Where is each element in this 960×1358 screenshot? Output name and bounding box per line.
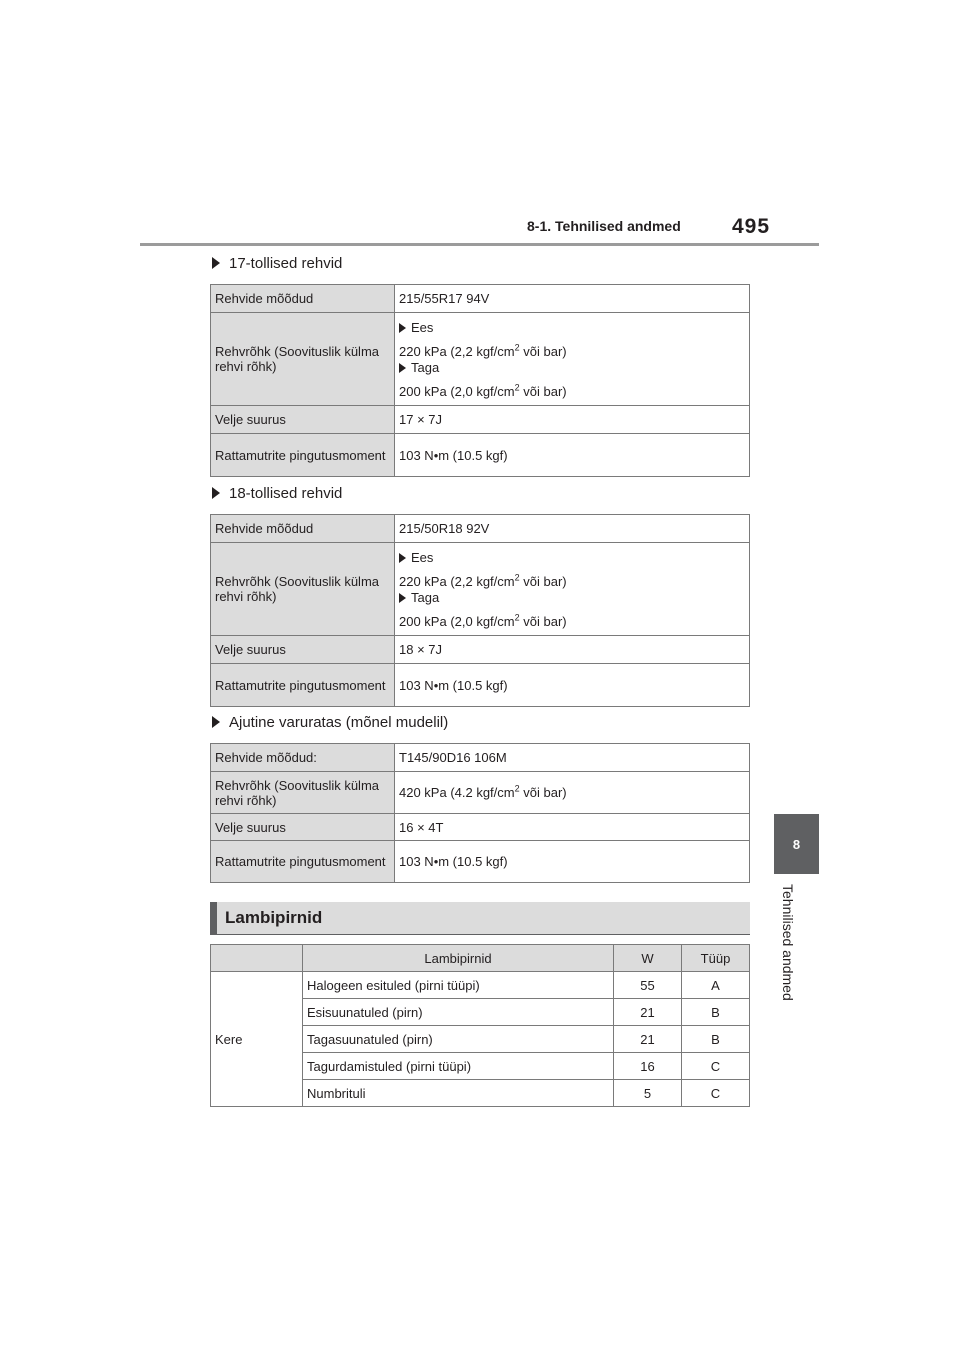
front-value: 220 kPa (2,2 kgf/cm bbox=[399, 574, 515, 589]
header-section-title: 8-1. Tehnilised andmed bbox=[527, 218, 681, 234]
superscript: 2 bbox=[514, 342, 520, 353]
torque-value: 103 N•m (10.5 kgf) bbox=[395, 841, 750, 883]
lamp-watt: 16 bbox=[614, 1053, 682, 1080]
lamp-watt: 55 bbox=[614, 972, 682, 999]
rim-value: 17 × 7J bbox=[395, 406, 750, 434]
lamp-name: Tagurdamistuled (pirni tüüpi) bbox=[303, 1053, 614, 1080]
size-value: 215/55R17 94V bbox=[395, 285, 750, 313]
rim-value: 16 × 4T bbox=[395, 814, 750, 841]
arrow-icon bbox=[399, 323, 406, 333]
lamp-type: C bbox=[682, 1080, 750, 1107]
lamp-name: Esisuunatuled (pirn) bbox=[303, 999, 614, 1026]
pressure-value bbox=[395, 772, 750, 814]
torque-label: Rattamutrite pingutusmoment bbox=[211, 434, 395, 477]
table-row bbox=[211, 543, 750, 636]
pressure-label: Rehvrõhk (Soovituslik külma rehvi rõhk) bbox=[211, 772, 395, 814]
table-header-row bbox=[211, 945, 750, 972]
tire-heading-spare bbox=[212, 714, 448, 731]
section-divider bbox=[210, 934, 750, 935]
rim-value: 18 × 7J bbox=[395, 636, 750, 664]
front-value: 220 kPa (2,2 kgf/cm bbox=[399, 344, 515, 359]
table-row bbox=[211, 313, 750, 406]
arrow-icon bbox=[399, 593, 406, 603]
lamp-name: Tagasuunatuled (pirn) bbox=[303, 1026, 614, 1053]
rear-label: Taga bbox=[411, 360, 440, 375]
section-accent bbox=[210, 902, 217, 934]
size-value: T145/90D16 106M bbox=[395, 744, 750, 772]
lamps-table bbox=[210, 944, 750, 1107]
superscript: 2 bbox=[514, 612, 520, 623]
lamp-type: B bbox=[682, 999, 750, 1026]
table-row bbox=[211, 814, 750, 841]
torque-label: Rattamutrite pingutusmoment bbox=[211, 841, 395, 883]
header-lamps: Lambipirnid bbox=[303, 945, 614, 972]
superscript: 2 bbox=[514, 572, 520, 583]
table-row bbox=[211, 744, 750, 772]
pressure-value-suffix: või bar) bbox=[519, 785, 567, 800]
pressure-label: Rehvrõhk (Soovituslik külma rehvi rõhk) bbox=[211, 313, 395, 406]
torque-label: Rattamutrite pingutusmoment bbox=[211, 664, 395, 707]
front-label: Ees bbox=[411, 320, 434, 335]
header-rule bbox=[140, 243, 819, 246]
rear-value-suffix: või bar) bbox=[519, 614, 567, 629]
table-row bbox=[211, 434, 750, 477]
lamp-watt: 21 bbox=[614, 1026, 682, 1053]
chapter-side-label: Tehnilised andmed bbox=[780, 884, 796, 1001]
front-value-suffix: või bar) bbox=[519, 344, 567, 359]
chapter-tab: 8 bbox=[774, 814, 819, 874]
torque-value: 103 N•m (10.5 kgf) bbox=[395, 434, 750, 477]
pressure-value-text: 420 kPa (4.2 kgf/cm bbox=[399, 785, 515, 800]
pressure-label: Rehvrõhk (Soovituslik külma rehvi rõhk) bbox=[211, 543, 395, 636]
pressure-values bbox=[395, 543, 750, 636]
header-empty bbox=[211, 945, 303, 972]
pressure-values bbox=[395, 313, 750, 406]
arrow-icon bbox=[212, 257, 220, 269]
heading-text: 17-tollised rehvid bbox=[229, 255, 343, 272]
table-row bbox=[211, 285, 750, 313]
tire-heading-18 bbox=[212, 485, 342, 502]
lamp-watt: 5 bbox=[614, 1080, 682, 1107]
table-row bbox=[211, 636, 750, 664]
lamp-watt: 21 bbox=[614, 999, 682, 1026]
torque-value: 103 N•m (10.5 kgf) bbox=[395, 664, 750, 707]
rear-value: 200 kPa (2,0 kgf/cm bbox=[399, 384, 515, 399]
page-number: 495 bbox=[732, 215, 771, 238]
front-label: Ees bbox=[411, 550, 434, 565]
size-label: Rehvide mõõdud bbox=[211, 515, 395, 543]
arrow-icon bbox=[212, 487, 220, 499]
header-type: Tüüp bbox=[682, 945, 750, 972]
table-row bbox=[211, 772, 750, 814]
arrow-icon bbox=[399, 363, 406, 373]
tire-table-spare bbox=[210, 743, 750, 883]
header-watt: W bbox=[614, 945, 682, 972]
arrow-icon bbox=[212, 716, 220, 728]
rear-label: Taga bbox=[411, 590, 440, 605]
size-value: 215/50R18 92V bbox=[395, 515, 750, 543]
heading-text: Ajutine varuratas (mõnel mudelil) bbox=[229, 714, 449, 731]
lamp-type: A bbox=[682, 972, 750, 999]
table-row bbox=[211, 515, 750, 543]
lamp-name: Numbrituli bbox=[303, 1080, 614, 1107]
rear-value: 200 kPa (2,0 kgf/cm bbox=[399, 614, 515, 629]
lamp-name: Halogeen esituled (pirni tüüpi) bbox=[303, 972, 614, 999]
group-cell: Kere bbox=[211, 972, 303, 1107]
tire-table-17 bbox=[210, 284, 750, 477]
rim-label: Velje suurus bbox=[211, 814, 395, 841]
superscript: 2 bbox=[514, 783, 520, 794]
lamp-type: C bbox=[682, 1053, 750, 1080]
tire-table-18 bbox=[210, 514, 750, 707]
rear-value-suffix: või bar) bbox=[519, 384, 567, 399]
table-row bbox=[211, 841, 750, 883]
table-row bbox=[211, 664, 750, 707]
lamp-type: B bbox=[682, 1026, 750, 1053]
front-value-suffix: või bar) bbox=[519, 574, 567, 589]
size-label: Rehvide mõõdud bbox=[211, 285, 395, 313]
rim-label: Velje suurus bbox=[211, 406, 395, 434]
rim-label: Velje suurus bbox=[211, 636, 395, 664]
superscript: 2 bbox=[514, 382, 520, 393]
lamps-section-header bbox=[210, 902, 750, 934]
size-label: Rehvide mõõdud: bbox=[211, 744, 395, 772]
arrow-icon bbox=[399, 553, 406, 563]
tire-heading-17 bbox=[212, 255, 342, 272]
lamps-section-title: Lambipirnid bbox=[225, 908, 323, 927]
table-row bbox=[211, 406, 750, 434]
table-row bbox=[211, 972, 750, 999]
heading-text: 18-tollised rehvid bbox=[229, 485, 343, 502]
